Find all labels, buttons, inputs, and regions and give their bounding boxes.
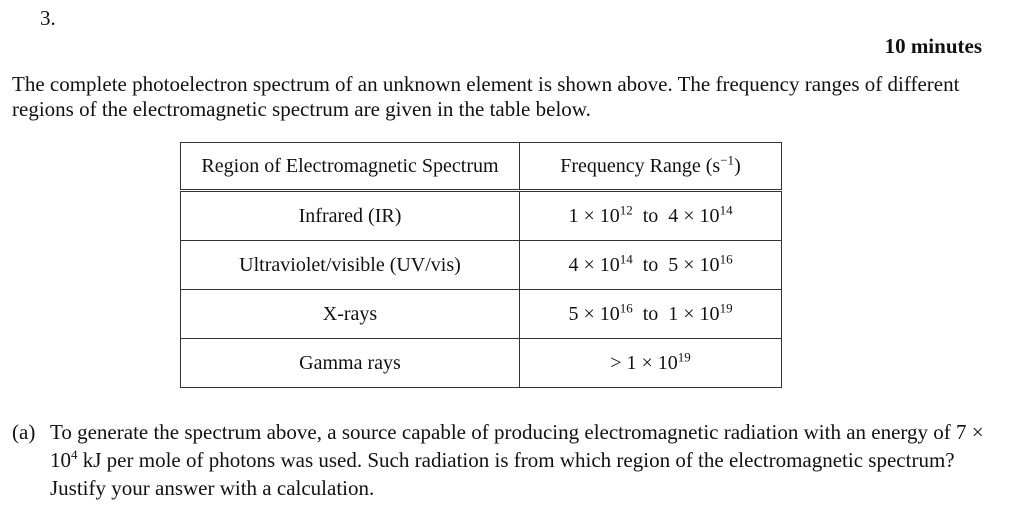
question-number: 3. [40,6,56,30]
frequency-cell [520,191,782,241]
frequency-cell [520,241,782,290]
high-coef: 5 × 10 [668,253,720,276]
region-cell: Infrared (IR) [181,191,520,241]
header-frequency [520,143,782,191]
header-region: Region of Electromagnetic Spectrum [181,143,520,191]
low-coef: 4 × 10 [568,253,620,276]
low-coef: 5 × 10 [568,302,620,325]
part-a-text [50,418,1002,502]
region-cell: Gamma rays [181,339,520,388]
header-frequency-close: ) [734,154,741,177]
region-cell: Ultraviolet/visible (UV/vis) [181,241,520,290]
em-spectrum-table [180,142,782,388]
frequency-cell [520,339,782,388]
high-coef: 4 × 10 [668,204,720,227]
intro-paragraph: The complete photoelectron spectrum of an unknown element is shown above. The frequency ranges of different regions of the electromagnetic spectrum are given in the table below. [12,72,960,121]
header-frequency-base: Frequency Range (s [560,154,721,177]
high-coef: 1 × 10 [668,302,720,325]
table-row [181,339,782,388]
region-cell: X-rays [181,290,520,339]
part-a-label: (a) [12,420,36,444]
part-a-text-1: To generate the spectrum above, a source capable of producing electromagnetic radiation with an energy of 7 × 10 [50,420,984,472]
low-coef: 1 × 10 [568,204,620,227]
frequency-cell [520,290,782,339]
part-a-exp: 4 [71,447,78,462]
part-a-question [12,418,1002,502]
low-exp: 12 [619,201,633,217]
table-row [181,290,782,339]
gamma-exp: 19 [677,348,691,364]
high-exp: 16 [719,250,733,266]
header-frequency-exp: −1 [720,151,735,167]
part-a-text-2: kJ per mole of photons was used. Such radiation is from which region of the electromagnetic spectrum? Justify your answer with a calculation. [50,448,955,500]
table-header-row [181,143,782,191]
high-exp: 19 [719,299,733,315]
range-sep: to [642,302,659,325]
table-row [181,191,782,241]
low-exp: 14 [619,250,633,266]
high-exp: 14 [719,201,733,217]
low-exp: 16 [619,299,633,315]
gamma-coef: > 1 × 10 [610,351,678,374]
time-allowed: 10 minutes [884,34,982,58]
table-row [181,241,782,290]
range-sep: to [642,253,659,276]
range-sep: to [642,204,659,227]
